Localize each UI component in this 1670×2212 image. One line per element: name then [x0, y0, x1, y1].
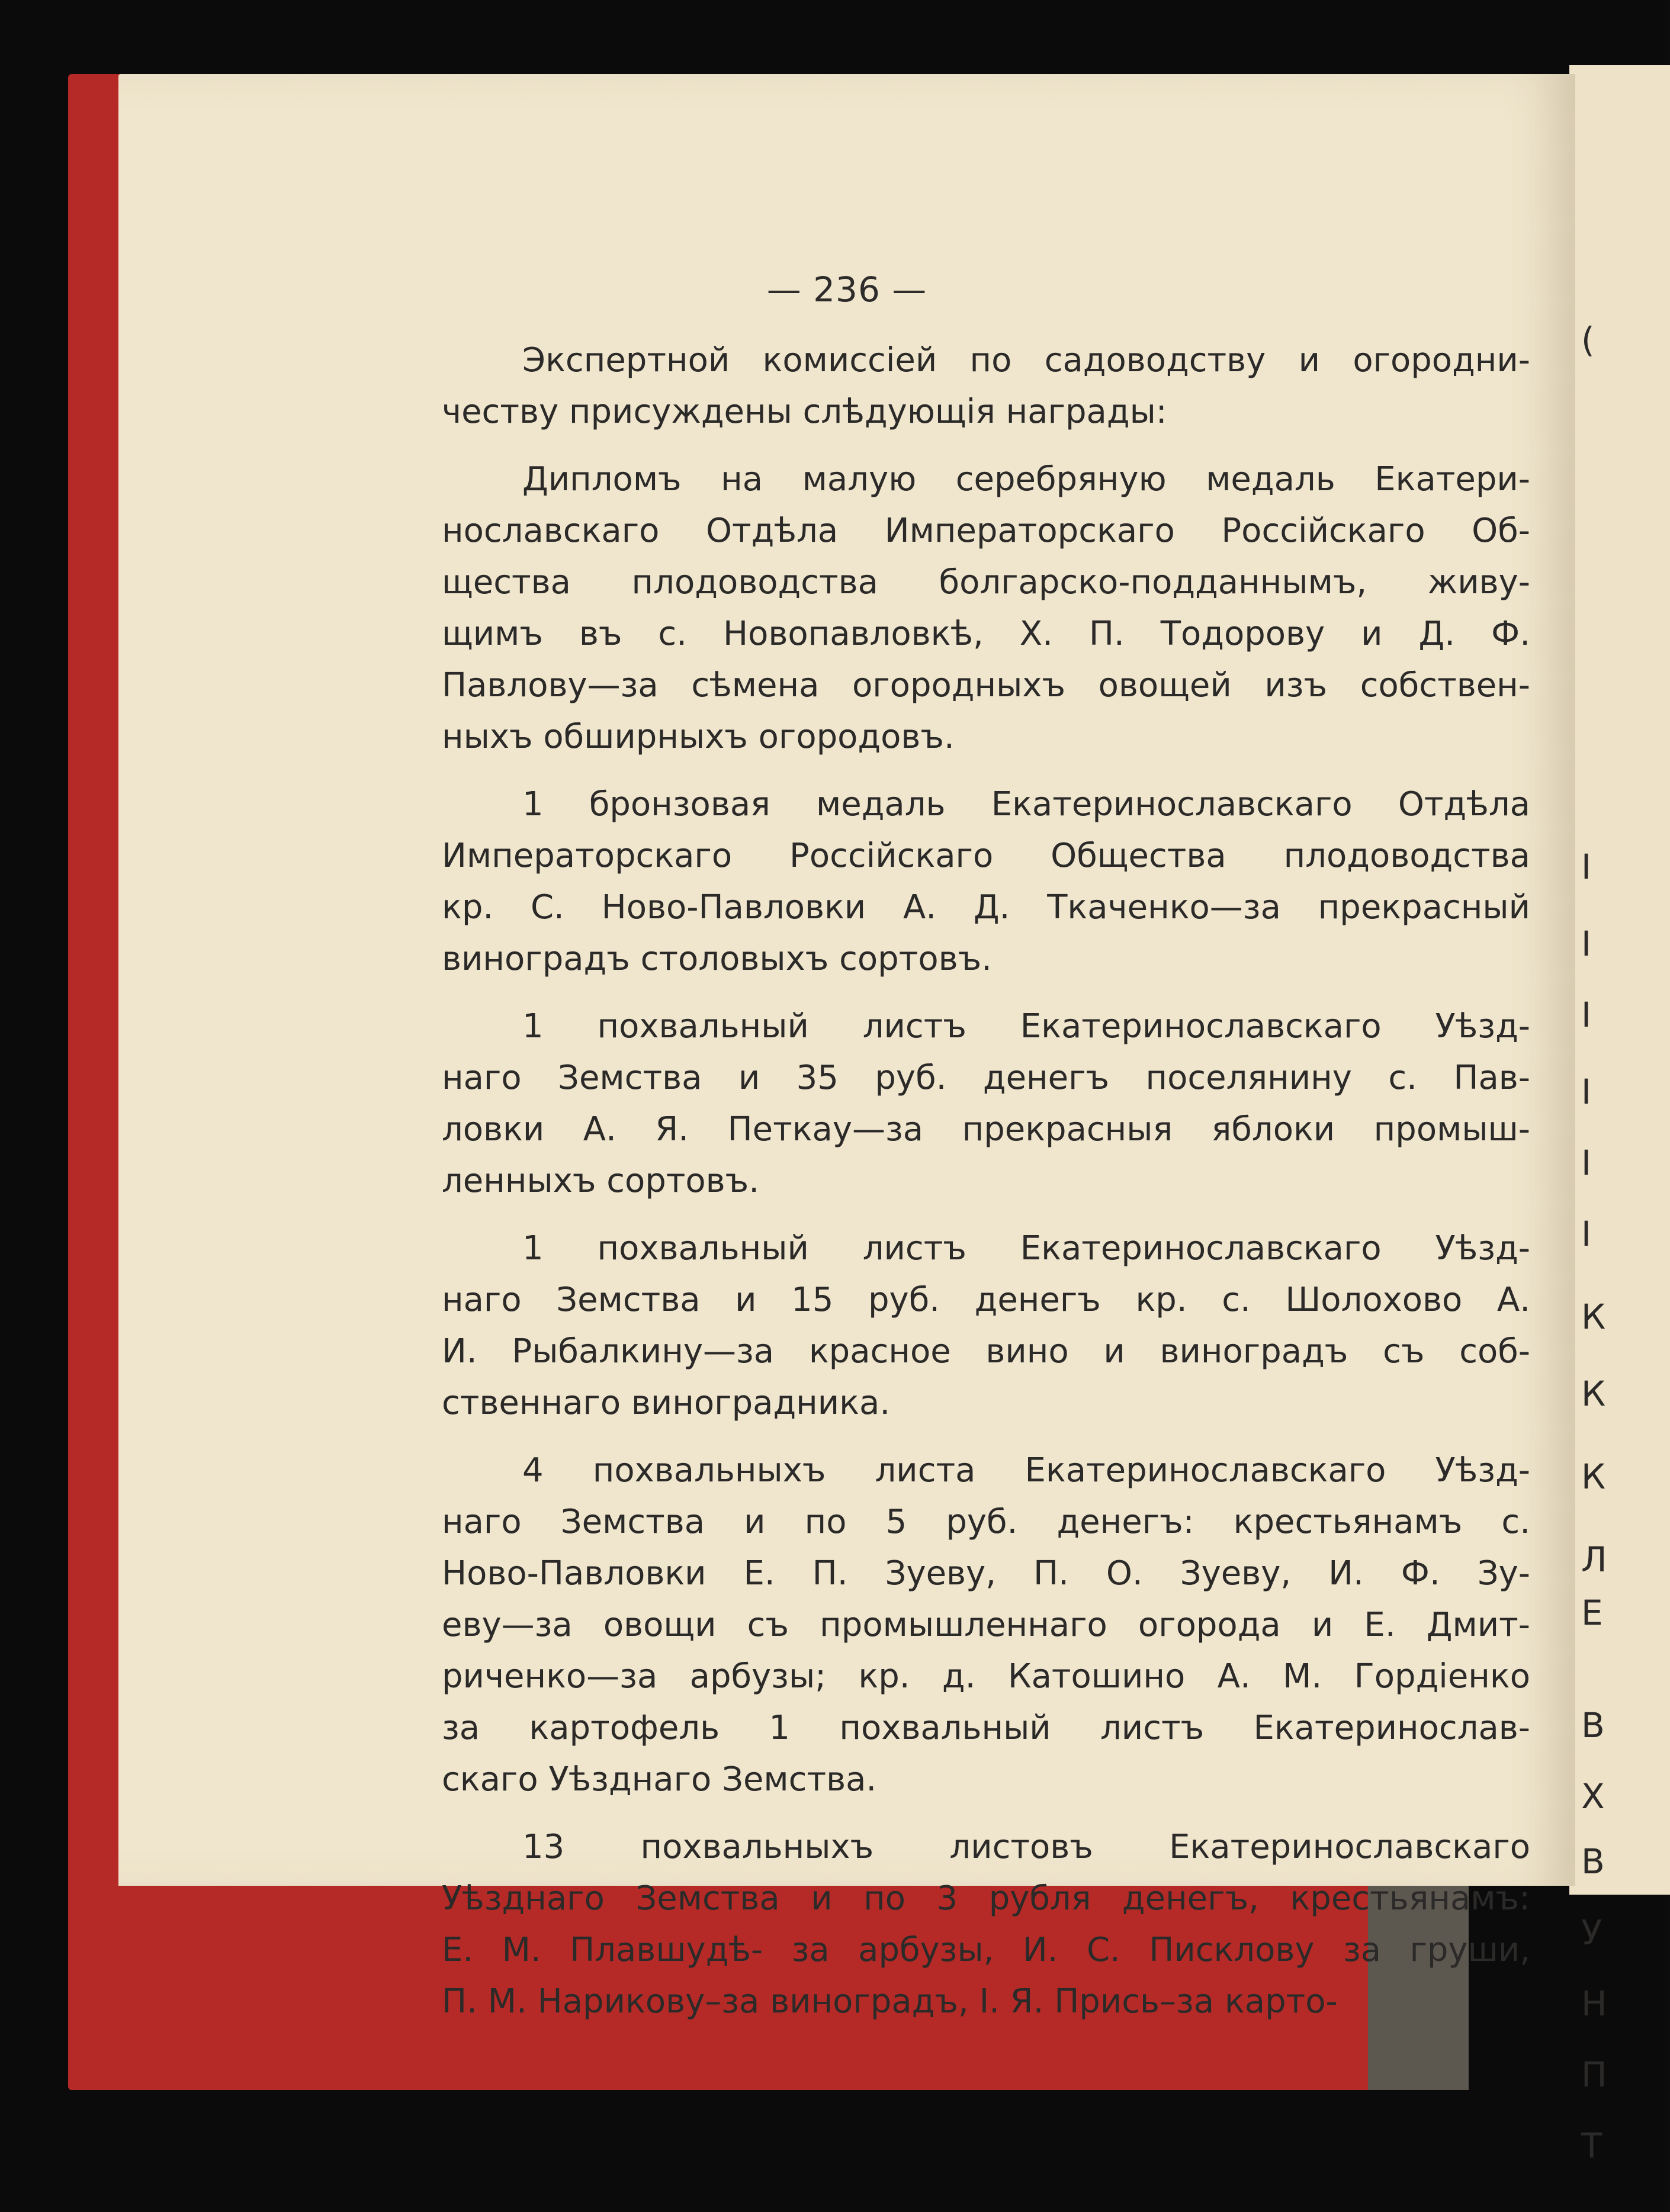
text-line: 13 похвальныхъ листовъ Екатеринославскаго: [522, 1828, 1530, 1866]
text-line: кр. С. Ново-Павловки А. Д. Ткаченко—за прекрасный: [442, 888, 1530, 927]
text-line: 1 похвальный листъ Екатеринославскаго Уѣзд-: [522, 1007, 1530, 1046]
text-line: Дипломъ на малую серебряную медаль Екатери-: [522, 460, 1530, 499]
text-line: нославскаго Отдѣла Императорскаго Россійскаго Об-: [442, 512, 1530, 550]
text-line: 4 похвальныхъ листа Екатеринославскаго Уѣзд-: [522, 1451, 1530, 1490]
edge-letter: К: [1581, 1457, 1606, 1497]
page-number: — 236 —: [766, 269, 927, 310]
edge-letter: Х: [1581, 1776, 1605, 1816]
edge-letter: І: [1581, 1072, 1592, 1112]
text-line: ленныхъ сортовъ.: [442, 1162, 760, 1200]
text-line: П. М. Нарикову–за виноградъ, І. Я. Прись–за карто-: [442, 1982, 1338, 2021]
edge-letter: К: [1581, 1374, 1606, 1414]
paragraph: [442, 454, 1530, 763]
edge-letter: В: [1581, 1841, 1605, 1882]
edge-letter: І: [1581, 1143, 1592, 1183]
text-line: 1 похвальный листъ Екатеринославскаго Уѣзд-: [522, 1229, 1530, 1268]
text-line: ловки А. Я. Петкау—за прекрасныя яблоки промыш-: [442, 1110, 1530, 1149]
text-line: наго Земства и 15 руб. денегъ кр. с. Шолохово А.: [442, 1281, 1530, 1319]
book-page: [118, 74, 1575, 2021]
text-line: И. Рыбалкину—за красное вино и виноградъ съ соб-: [442, 1332, 1530, 1371]
text-line: Е. М. Плавшудѣ- за арбузы, И. С. Писклову за груши,: [442, 1931, 1530, 1969]
text-line: ственнаго виноградника.: [442, 1384, 891, 1422]
text-line: Экспертной комиссіей по садоводству и огородни-: [522, 341, 1530, 380]
text-line: Ново-Павловки Е. П. Зуеву, П. О. Зуеву, И. Ф. Зу-: [442, 1554, 1530, 1593]
text-line: за картофель 1 похвальный листъ Екатеринослав-: [442, 1709, 1530, 1747]
text-line: скаго Уѣзднаго Земства.: [442, 1760, 877, 1799]
edge-letter: І: [1581, 847, 1592, 887]
text-line: Уѣзднаго Земства и по 3 рубля денегъ, крестьянамъ:: [442, 1879, 1530, 1918]
edge-letter: Л: [1581, 1539, 1607, 1580]
text-line: 1 бронзовая медаль Екатеринославскаго Отдѣла: [522, 785, 1530, 824]
edge-letter: Т: [1581, 2126, 1602, 2166]
text-line: еву—за овощи съ промышленнаго огорода и Е. Дмит-: [442, 1606, 1530, 1644]
paragraph: [442, 779, 1530, 985]
edge-letter: П: [1581, 2055, 1607, 2095]
paragraph: [442, 1821, 1530, 2027]
adjacent-page: [1569, 65, 1670, 2166]
text-line: ныхъ обширныхъ огородовъ.: [442, 718, 955, 756]
text-line: Павлову—за сѣмена огородныхъ овощей изъ собствен-: [442, 666, 1530, 705]
text-line: виноградъ столовыхъ сортовъ.: [442, 940, 992, 978]
edge-letter: І: [1581, 995, 1592, 1035]
text-line: честву присуждены слѣдующія награды:: [442, 393, 1167, 431]
text-line: риченко—за арбузы; кр. д. Катошино А. М. Гордіенко: [442, 1657, 1530, 1696]
edge-letter: В: [1581, 1705, 1605, 1745]
text-line: наго Земства и по 5 руб. денегъ: крестьянамъ с.: [442, 1503, 1530, 1541]
paragraph: [442, 1445, 1530, 1805]
text-line: щества плодоводства болгарско-подданнымъ, живу-: [442, 563, 1530, 602]
text-line: щимъ въ с. Новопавловкѣ, Х. П. Тодорову и Д. Ф.: [442, 615, 1530, 653]
paragraph: [442, 1223, 1530, 1429]
edge-letter: Н: [1581, 1983, 1607, 2024]
edge-letter: Е: [1581, 1593, 1603, 1633]
edge-letter: У: [1581, 1912, 1602, 1953]
text-line: Императорскаго Россійскаго Общества плодоводства: [442, 837, 1530, 875]
paragraph: [442, 1001, 1530, 1207]
edge-letter: І: [1581, 1214, 1592, 1254]
edge-letter: (: [1581, 320, 1595, 360]
text-line: наго Земства и 35 руб. денегъ поселянину с. Пав-: [442, 1059, 1530, 1097]
edge-letter: І: [1581, 924, 1592, 964]
paragraph: [442, 335, 1530, 438]
edge-letter: К: [1581, 1297, 1606, 1337]
page-body-text: [442, 335, 1530, 2043]
